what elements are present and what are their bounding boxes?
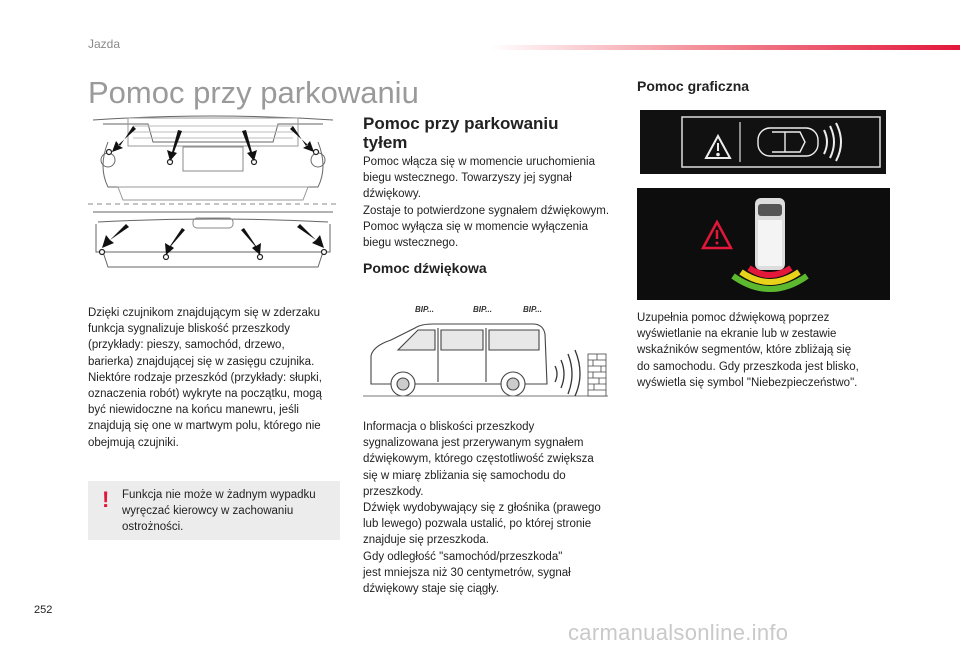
page-title: Pomoc przy parkowaniu [88, 75, 419, 110]
sound-wave-icon [555, 350, 580, 396]
warning-note [88, 481, 340, 540]
rear-assist-description: Pomoc włącza się w momencie uruchomienia biegu wstecznego. Towarzyszy jej sygnał dźwiękowy. Zostaje to potwierdzone sygnałem dźwiękowym. Pomoc wyłącza się w momencie wyłączenia biegu wstecznego. [363, 156, 610, 250]
section-label: Jazda [88, 37, 121, 51]
warning-note-text: Funkcja nie może w żadnym wypadku wyręczać kierowcy w zachowaniu ostrożności. [122, 489, 316, 534]
page-number: 252 [34, 604, 53, 616]
van-audio-illustration [363, 294, 613, 414]
warning-exclamation-icon: ! [102, 487, 110, 512]
van-silhouette [371, 324, 547, 396]
beep-label-1: BIP... [415, 305, 434, 314]
audio-assist-description: Informacja o bliskości przeszkody sygnalizowana jest przerywanym sygnałem dźwiękowym, którego częstotliwość zwiększa się w miarę zbliżania się samochodu do przeszkody. Dźwięk wydobywający się z głośnika (prawego lub lewego) pozwala ustalić, po której stronie znajduje się przeszkoda. Gdy odległość "samochód/przeszkoda" jest mniejsza niż 30 centymetrów, sygnał dźwiękowy staje się ciągły. [363, 421, 601, 596]
watermark: carmanualsonline.info [568, 620, 789, 645]
sensors-description: Dzięki czujnikom znajdującym się w zderzaku funkcja sygnalizuje bliskość przeszkody (przykłady: pieszy, samochód, drzewo, barierka) znajdującej się w zasięgu czujnika. Niektóre rodzaje przeszkód (przykłady: słupki, oznaczenia robót) wykryte na początku, mogą być niewidoczne na końcu manewru, jeśli znajdują się one w martwym polu, którego nie obejmują czujniki. [88, 307, 322, 449]
visual-assist-description: Uzupełnia pomoc dźwiękową poprzez wyświetlanie na ekranie lub w zestawie wskaźników segmentów, które zbliżają się do samochodu. Gdy przeszkoda jest blisko, wyświetla się symbol "Niebezpieczeństwo". [637, 312, 859, 389]
visual-assist-heading: Pomoc graficzna [637, 78, 750, 94]
audio-assist-heading: Pomoc dźwiękowa [363, 260, 487, 276]
beep-label-2: BIP... [473, 305, 492, 314]
beep-label-3: BIP... [523, 305, 542, 314]
screen-display-image [637, 188, 890, 300]
rear-assist-heading: Pomoc przy parkowaniu tyłem [363, 114, 559, 152]
bumper-sensors-illustration [88, 112, 338, 272]
dashboard-display-image [640, 110, 886, 174]
header-accent-bar [490, 45, 960, 50]
brick-wall-icon [588, 354, 606, 396]
van-top-view-icon [755, 198, 785, 270]
